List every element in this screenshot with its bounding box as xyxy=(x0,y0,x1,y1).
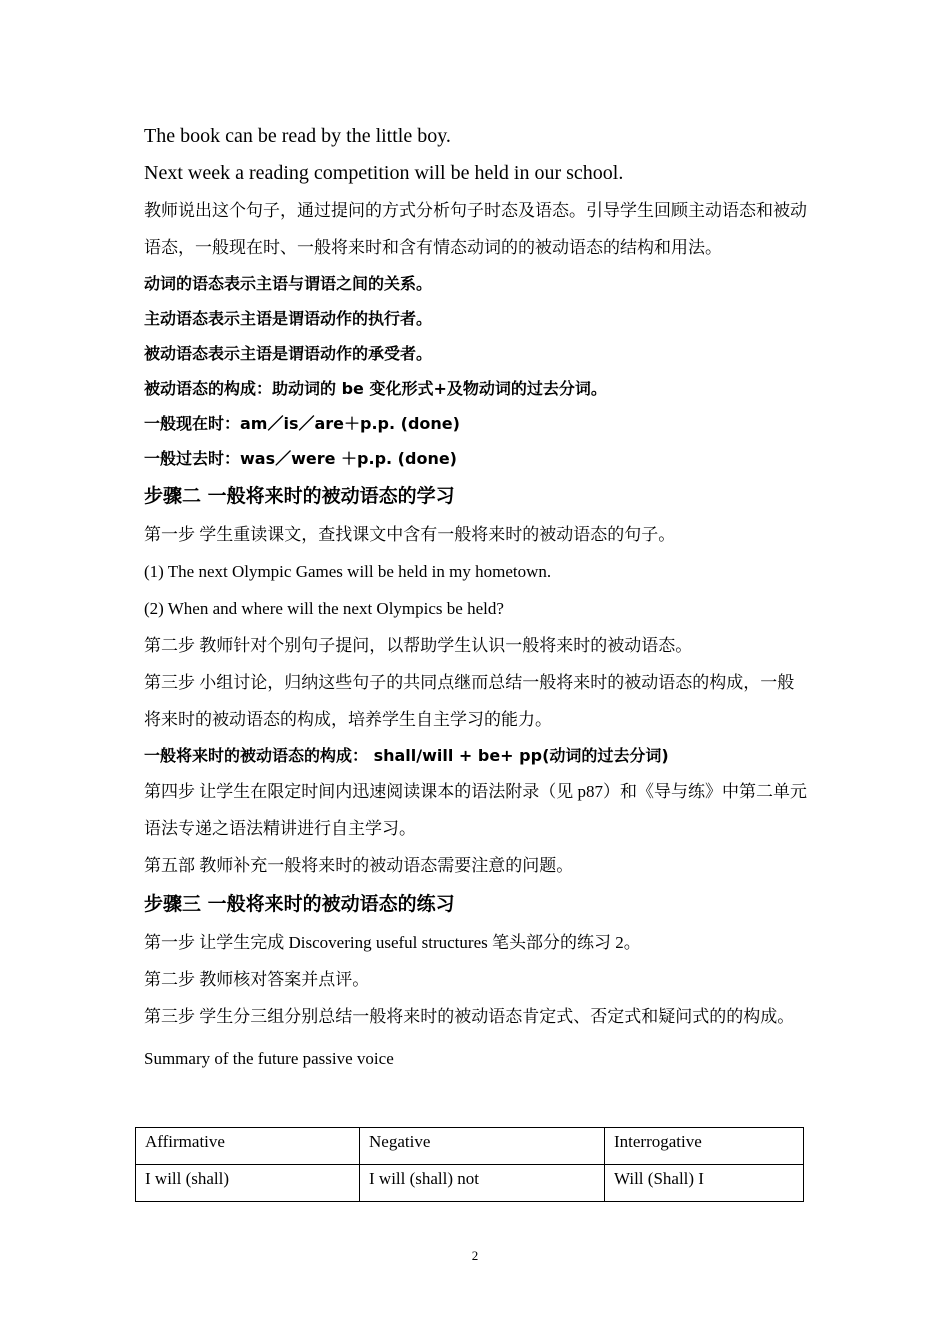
table-header-interrogative: Interrogative xyxy=(605,1128,804,1165)
step-3-1: 第一步 让学生完成 Discovering useful structures 笔头部分的练习 2。 xyxy=(144,933,641,952)
summary-table xyxy=(135,1127,804,1202)
step-3-3: 第三步 学生分三组分别总结一般将来时的被动语态肯定式、否定式和疑问式的的构成。 xyxy=(144,1007,795,1026)
table-row xyxy=(136,1165,804,1202)
step-2-5: 第五部 教师补充一般将来时的被动语态需要注意的问题。 xyxy=(144,856,574,875)
table-header-negative: Negative xyxy=(360,1128,605,1165)
rule-active-voice: 主动语态表示主语是谓语动作的执行者。 xyxy=(144,309,433,328)
section-heading-step-3: 步骤三 一般将来时的被动语态的练习 xyxy=(144,893,455,915)
document-body xyxy=(144,118,808,1071)
section-heading-step-2: 步骤二 一般将来时的被动语态的学习 xyxy=(144,485,455,507)
rule-passive-voice: 被动语态表示主语是谓语动作的承受者。 xyxy=(144,344,433,363)
rule-passive-structure: 被动语态的构成：助动词的 be 变化形式+及物动词的过去分词。 xyxy=(144,379,607,398)
rule-simple-present: 一般现在时：am／is／are＋p.p. (done) xyxy=(144,414,460,433)
teacher-instruction: 教师说出这个句子，通过提问的方式分析句子时态及语态。引导学生回顾主动语态和被动语态，一般现在时、一般将来时和含有情态动词的的被动语态的结构和用法。 xyxy=(144,201,807,257)
example-olympic-1: (1) The next Olympic Games will be held in my hometown. xyxy=(144,562,552,581)
table-cell: I will (shall) not xyxy=(360,1165,605,1202)
step-2-4: 第四步 让学生在限定时间内迅速阅读课本的语法附录（见 p87）和《导与练》中第二单元语法专递之语法精讲进行自主学习。 xyxy=(144,782,807,838)
table-caption: Summary of the future passive voice xyxy=(144,1049,394,1068)
example-olympic-2: (2) When and where will the next Olympics be held? xyxy=(144,599,504,618)
example-sentence-1: The book can be read by the little boy. xyxy=(144,125,451,147)
example-sentence-2: Next week a reading competition will be held in our school. xyxy=(144,162,624,184)
table-cell: I will (shall) xyxy=(136,1165,360,1202)
rule-simple-past: 一般过去时：was／were ＋p.p. (done) xyxy=(144,449,457,468)
table-header-affirmative: Affirmative xyxy=(136,1128,360,1165)
step-3-2: 第二步 教师核对答案并点评。 xyxy=(144,970,370,989)
step-2-2: 第二步 教师针对个别句子提问，以帮助学生认识一般将来时的被动语态。 xyxy=(144,636,693,655)
step-2-1: 第一步 学生重读课文，查找课文中含有一般将来时的被动语态的句子。 xyxy=(144,525,676,544)
page-number: 2 xyxy=(471,1248,479,1263)
step-2-3: 第三步 小组讨论，归纳这些句子的共同点继而总结一般将来时的被动语态的构成，一般将来时的被动语态的构成，培养学生自主学习的能力。 xyxy=(144,673,795,729)
table-cell: Will (Shall) I xyxy=(605,1165,804,1202)
rule-future-passive: 一般将来时的被动语态的构成： shall/will + be+ pp(动词的过去分词) xyxy=(144,746,669,765)
table-row xyxy=(136,1128,804,1165)
rule-voice-relation: 动词的语态表示主语与谓语之间的关系。 xyxy=(144,274,433,293)
